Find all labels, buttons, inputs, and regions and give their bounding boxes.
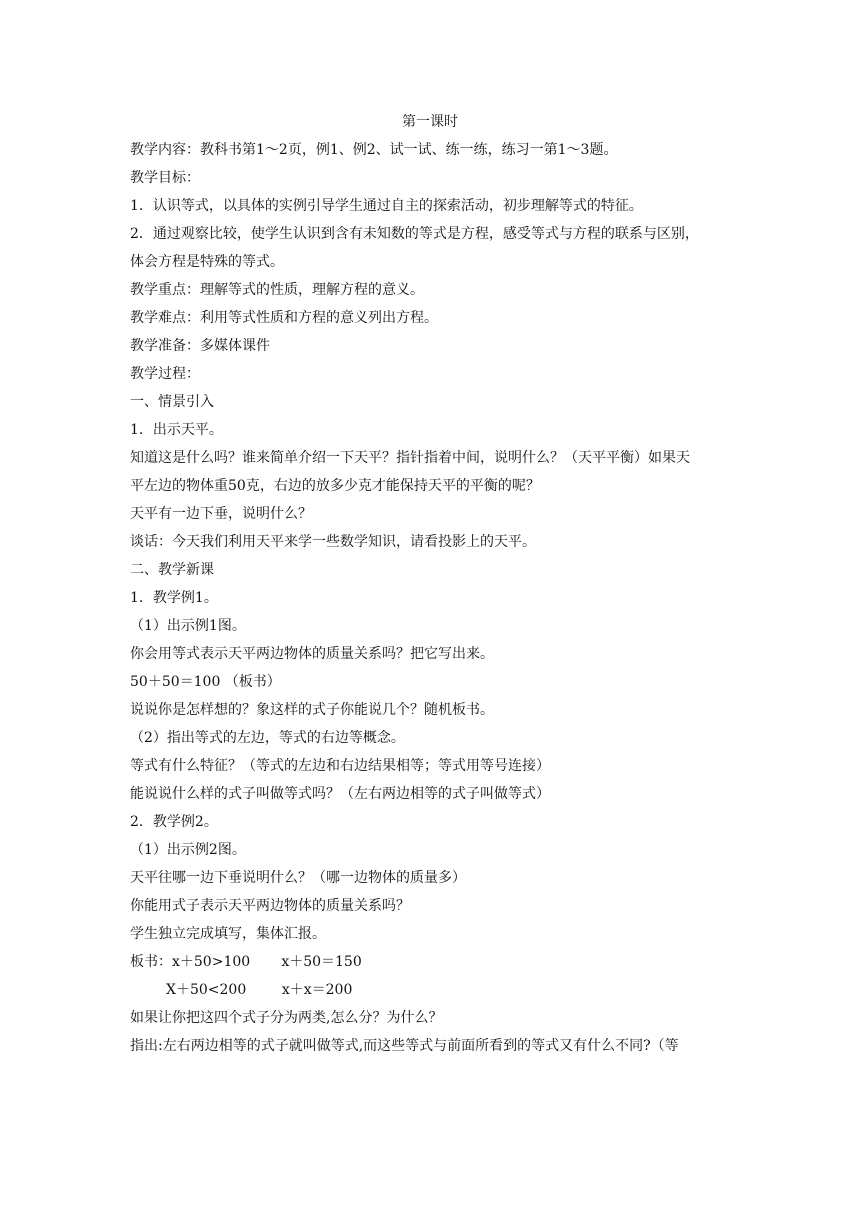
section-2-heading: 二、教学新课 (130, 562, 214, 578)
example-2-report: 学生独立完成填写，集体汇报。 (130, 926, 326, 942)
teaching-goals-heading: 教学目标： (130, 170, 200, 186)
example-1-step-1: （1）出示例1图。 (130, 618, 246, 634)
board-writing-row-1: 板书：x＋50>100 x＋50＝150 (130, 954, 362, 970)
paragraph-tilt-question: 天平有一边下垂，说明什么？ (130, 506, 312, 522)
board-writing-row-2: X＋50<200 x＋x＝200 (166, 982, 353, 998)
conclusion-text: 指出:左右两边相等的式子就叫做等式,而这些等式与前面所看到的等式又有什么不同?（等 (130, 1038, 679, 1054)
example-1-step-2: （2）指出等式的左边，等式的右边等概念。 (130, 730, 405, 746)
equation-definition-question: 能说说什么样的式子叫做等式吗？（左右两边相等的式子叫做等式） (130, 786, 550, 802)
paragraph-talk: 谈话：今天我们利用天平来学一些数学知识，请看投影上的天平。 (130, 534, 536, 550)
example-1-equation: 50＋50＝100 （板书） (130, 674, 281, 690)
example-2-tilt-question: 天平往哪一边下垂说明什么？（哪一边物体的质量多） (130, 870, 466, 886)
goal-1: 1．认识等式，以具体的实例引导学生通过自主的探索活动，初步理解等式的特征。 (130, 198, 643, 214)
paragraph-balance-question: 知道这是什么吗？谁来简单介绍一下天平？指针指着中间，说明什么？（天平平衡）如果天 (130, 450, 690, 466)
goal-2: 2．通过观察比较，使学生认识到含有未知数的等式是方程，感受等式与方程的联系与区别， (130, 226, 699, 242)
paragraph-balance-question-cont: 平左边的物体重50克，右边的放多少克才能保持天平的平衡的呢？ (130, 478, 540, 494)
difficult-point: 教学难点：利用等式性质和方程的意义列出方程。 (130, 310, 438, 326)
example-2-step-1: （1）出示例2图。 (130, 842, 246, 858)
example-2-heading: 2．教学例2。 (130, 814, 218, 830)
lesson-body (130, 136, 736, 1060)
equation-feature-question: 等式有什么特征？（等式的左边和右边结果相等；等式用等号连接） (130, 758, 550, 774)
section-1-heading: 一、情景引入 (130, 394, 214, 410)
goal-2-cont: 体会方程是特殊的等式。 (130, 254, 284, 270)
teaching-content: 教学内容：教科书第1～2页，例1、例2、试一试、练一练，练习一第1～3题。 (130, 142, 618, 158)
key-point: 教学重点：理解等式的性质，理解方程的意义。 (130, 282, 424, 298)
example-2-expression-question: 你能用式子表示天平两边物体的质量关系吗？ (130, 898, 410, 914)
lesson-title: 第一课时 (402, 114, 458, 130)
classify-question: 如果让你把这四个式子分为两类,怎么分？为什么？ (130, 1010, 443, 1026)
preparation: 教学准备：多媒体课件 (130, 338, 270, 354)
example-1-heading: 1．教学例1。 (130, 590, 218, 606)
example-1-question: 你会用等式表示天平两边物体的质量关系吗？把它写出来。 (130, 646, 494, 662)
step-show-balance: 1．出示天平。 (130, 422, 223, 438)
example-1-discussion: 说说你是怎样想的？象这样的式子你能说几个？随机板书。 (130, 702, 494, 718)
process-heading: 教学过程： (130, 366, 200, 382)
